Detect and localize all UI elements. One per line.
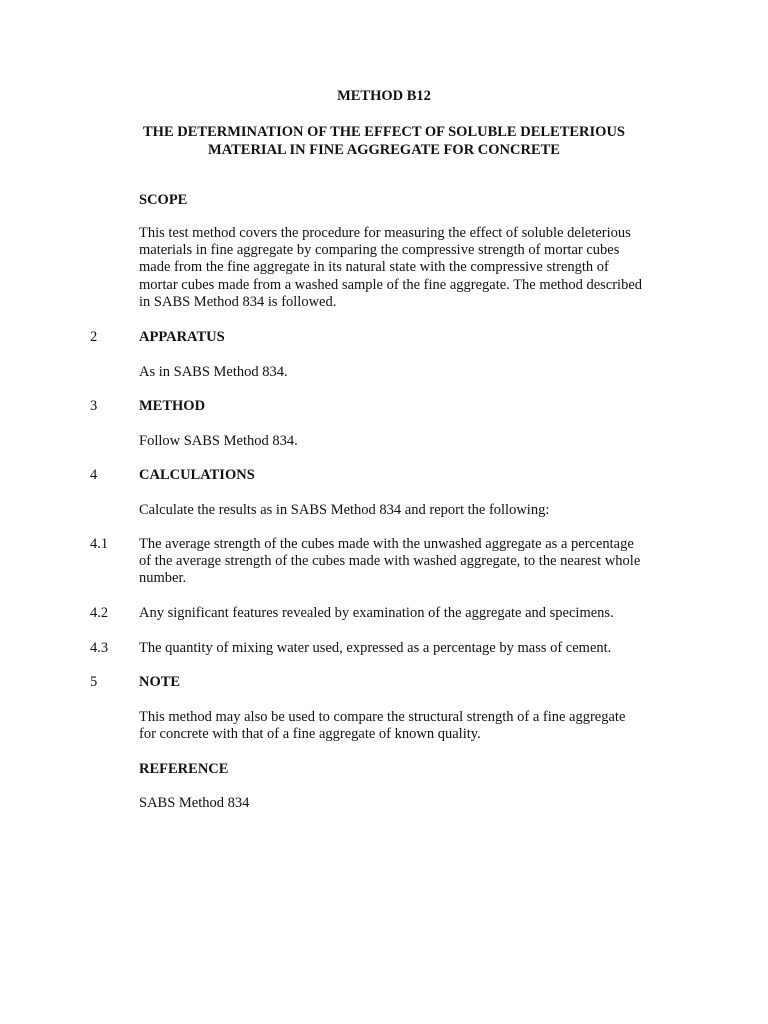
scope-heading: SCOPE	[139, 192, 188, 208]
apparatus-heading: APPARATUS	[139, 329, 225, 345]
apparatus-text: As in SABS Method 834.	[139, 364, 288, 380]
method-title: METHOD B12	[337, 88, 431, 104]
note-line: This method may also be used to compare the structural strength of a fine aggregate	[139, 709, 626, 725]
item-line: The average strength of the cubes made with the unwashed aggregate as a percentage	[139, 536, 634, 552]
item-line: of the average strength of the cubes made with washed aggregate, to the nearest whole	[139, 553, 641, 570]
scope-paragraph	[139, 225, 684, 311]
calculations-heading: CALCULATIONS	[139, 467, 255, 483]
scope-line: This test method covers the procedure for measuring the effect of soluble deleterious	[139, 225, 631, 241]
item-number-4-1: 4.1	[90, 536, 109, 552]
scope-line: mortar cubes made from a washed sample of the fine aggregate. The method described	[139, 276, 643, 293]
scope-line: in SABS Method 834 is followed.	[139, 293, 337, 310]
scope-line: materials in fine aggregate by comparing the compressive strength of mortar cubes	[139, 242, 620, 259]
item-number-4-2: 4.2	[90, 605, 109, 621]
section-number-calculations: 4	[90, 467, 98, 483]
main-title-line: MATERIAL IN FINE AGGREGATE FOR CONCRETE	[208, 142, 560, 158]
reference-text: SABS Method 834	[139, 795, 250, 811]
calculations-text: Calculate the results as in SABS Method 834 and report the following:	[139, 502, 550, 518]
item-4-3-text	[139, 640, 684, 657]
item-4-1-text	[139, 536, 684, 588]
method-heading: METHOD	[139, 398, 206, 414]
item-4-2-text	[139, 605, 684, 622]
item-line: Any significant features revealed by examination of the aggregate and specimens.	[139, 605, 614, 621]
item-line: The quantity of mixing water used, expressed as a percentage by mass of cement.	[139, 640, 612, 656]
main-title-line: THE DETERMINATION OF THE EFFECT OF SOLUBLE DELETERIOUS	[143, 124, 625, 140]
note-paragraph	[139, 709, 684, 743]
reference-heading: REFERENCE	[139, 761, 229, 777]
main-title	[0, 123, 768, 159]
note-line: for concrete with that of a fine aggregate of known quality.	[139, 726, 481, 743]
item-line: number.	[139, 570, 187, 587]
section-number-method: 3	[90, 398, 98, 414]
section-number-note: 5	[90, 674, 98, 690]
method-text: Follow SABS Method 834.	[139, 433, 298, 449]
section-number-apparatus: 2	[90, 329, 98, 345]
item-number-4-3: 4.3	[90, 640, 109, 656]
note-heading: NOTE	[139, 674, 181, 690]
scope-line: made from the fine aggregate in its natural state with the compressive strength of	[139, 259, 609, 276]
